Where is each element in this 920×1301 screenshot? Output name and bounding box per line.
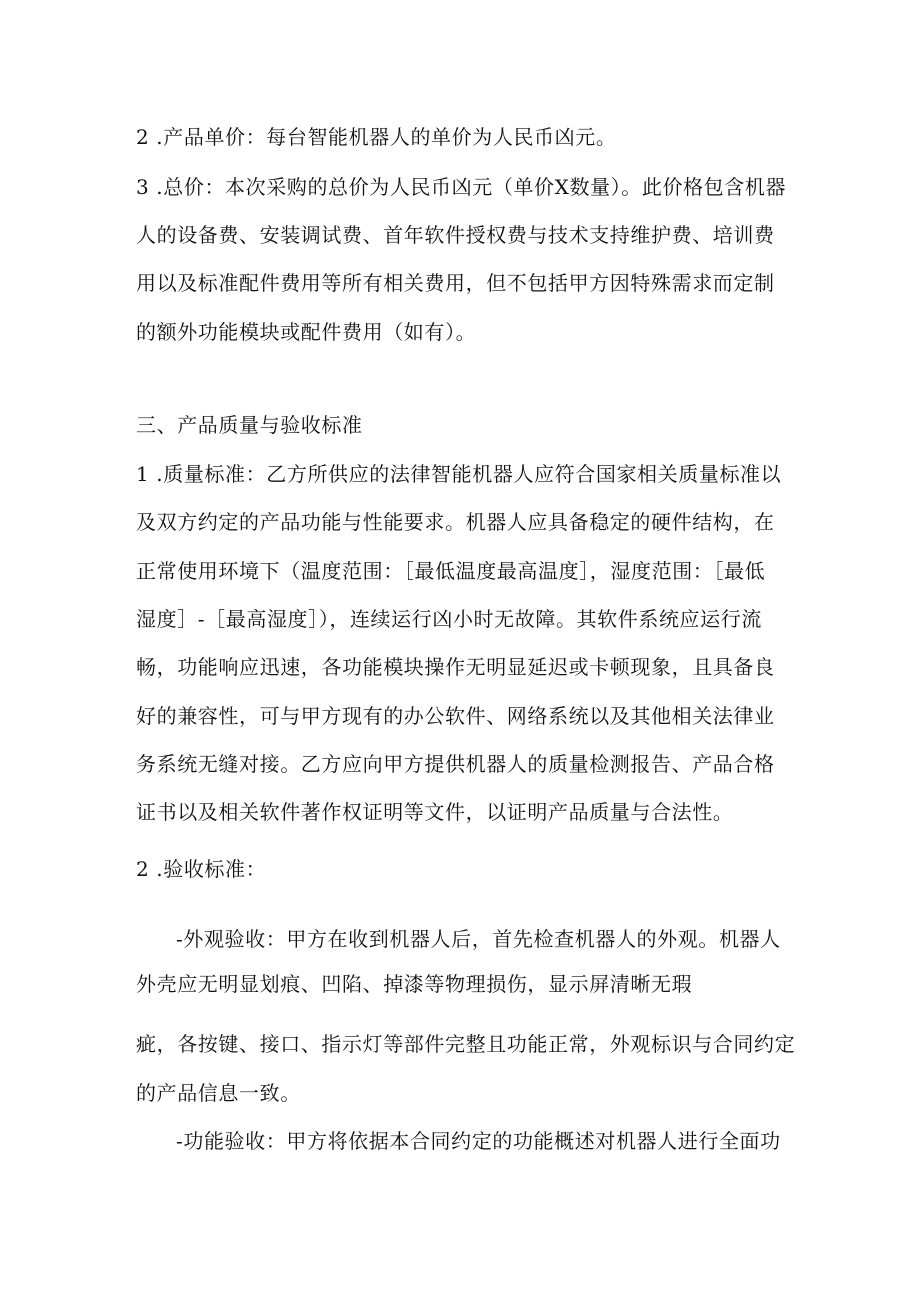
price-total-line-4: 的额外功能模块或配件费用（如有）。 [136, 320, 477, 344]
quality-line-7: 务系统无缝对接。乙方应向甲方提供机器人的质量检测报告、产品合格 [136, 752, 775, 776]
quality-line-3: 正常使用环境下（温度范围：［最低温度最高温度］，湿度范围：［最低 [136, 559, 766, 583]
section-heading: 三、产品质量与验收标准 [136, 413, 363, 437]
quality-line-8: 证书以及相关软件著作权证明等文件，以证明产品质量与合法性。 [136, 800, 734, 824]
quality-line-5: 畅，功能响应迅速，各功能模块操作无明显延迟或卡顿现象，且具备良 [136, 655, 775, 679]
quality-line-2: 及双方约定的产品功能与性能要求。机器人应具备稳定的硬件结构，在 [136, 510, 775, 534]
appearance-line-1: -外观验收：甲方在收到机器人后，首先检查机器人的外观。机器人 [176, 927, 781, 951]
quality-line-4: 湿度］-［最高湿度］），连续运行凶小时无故障。其软件系统应运行流 [136, 607, 762, 631]
appearance-line-4: 的产品信息一致。 [136, 1081, 301, 1105]
price-total-line-1: 3 .总价：本次采购的总价为人民币凶元（单价X数量）。此价格包含机器 [136, 175, 787, 199]
function-line-1: -功能验收：甲方将依据本合同约定的功能概述对机器人进行全面功 [176, 1129, 781, 1153]
price-unit-line: 2 .产品单价：每台智能机器人的单价为人民币凶元。 [136, 125, 617, 149]
price-total-line-2: 人的设备费、安装调试费、首年软件授权费与技术支持维护费、培训费 [136, 223, 775, 247]
price-total-line-3: 用以及标准配件费用等所有相关费用，但不包括甲方因特殊需求而定制 [136, 271, 775, 295]
appearance-line-2: 外壳应无明显划痕、凹陷、掉漆等物理损伤，显示屏清晰无瑕 [136, 972, 693, 996]
quality-line-1: 1 .质量标准：乙方所供应的法律智能机器人应符合国家相关质量标准以 [136, 462, 782, 486]
appearance-line-3: 疵，各按键、接口、指示灯等部件完整且功能正常，外观标识与合同约定 [136, 1032, 796, 1056]
quality-line-6: 好的兼容性，可与甲方现有的办公软件、网络系统以及其他相关法律业 [136, 704, 775, 728]
acceptance-heading: 2 .验收标准： [136, 857, 267, 881]
